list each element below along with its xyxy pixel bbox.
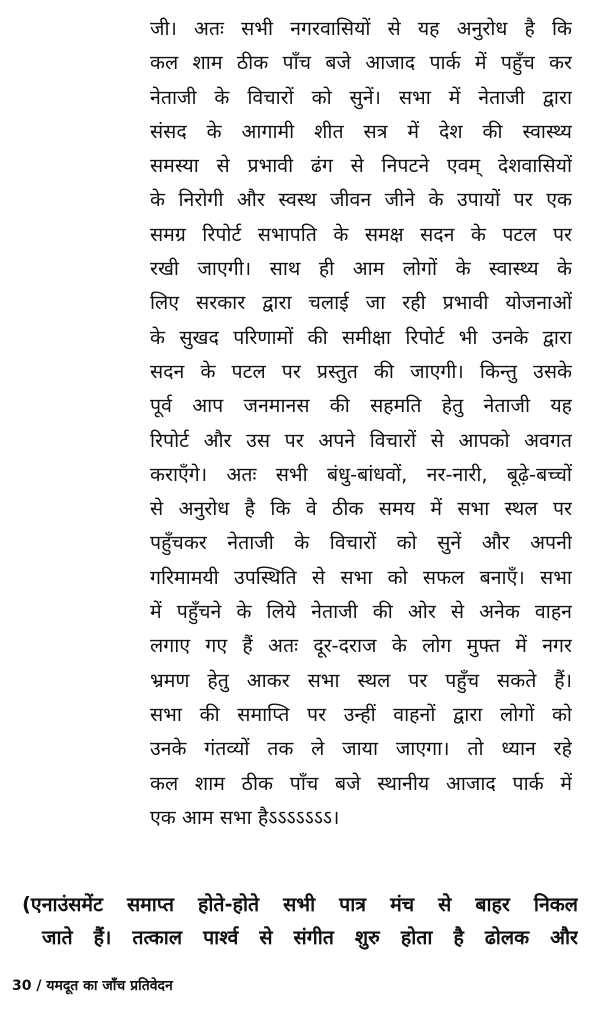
paragraph-line: रखी जाएगी। साथ ही आम लोगों के स्वास्थ्य के [150, 257, 572, 281]
page-number: 30 [12, 978, 32, 994]
announcement-paragraph [150, 12, 572, 835]
paragraph-line: भ्रमण हेतु आकर सभा स्थल पर पहुँच सकते हैं। [150, 668, 572, 692]
paragraph-line: में पहुँचने के लिये नेताजी की ओर से अनेक वाहन [150, 600, 572, 624]
paragraph-line: समग्र रिपोर्ट सभापति के समक्ष सदन के पटल पर [150, 222, 572, 246]
paragraph-line: एक आम सभा हैऽऽऽऽऽऽऽ। [150, 805, 340, 829]
paragraph-line: लगाए गए हैं अतः दूर-दराज के लोग मुफ्त में नगर [150, 634, 572, 658]
stage-direction-line: जाते हैं। तत्काल पार्श्व से संगीत शुरु होता है ढोलक और [42, 926, 578, 949]
paragraph-line: से अनुरोध है कि वे ठीक समय में सभा स्थल पर [150, 497, 572, 521]
paragraph-line: नेताजी के विचारों को सुनें। सभा में नेताजी द्वारा [150, 85, 572, 109]
paragraph-line: के सुखद परिणामों की समीक्षा रिपोर्ट भी उनके द्वारा [150, 325, 572, 349]
paragraph-line: कराएँगे। अतः सभी बंधु-बांधवों, नर-नारी, बूढ़े-बच्चों [150, 462, 572, 486]
paragraph-line: सभा की समाप्ति पर उन्हीं वाहनों द्वारा लोगों को [150, 702, 572, 726]
paragraph-line: के निरोगी और स्वस्थ जीवन जीने के उपायों पर एक [150, 188, 572, 212]
page-footer [12, 976, 173, 995]
stage-direction-line: (एनाउंसमेंट समाप्त होते-होते सभी पात्र मंच से बाहर निकल [22, 893, 578, 916]
paragraph-line: जी। अतः सभी नगरवासियों से यह अनुरोध है कि [150, 17, 572, 40]
paragraph-line: पूर्व आप जनमानस की सहमति हेतु नेताजी यह [150, 394, 572, 418]
paragraph-line: गरिमामयी उपस्थिति से सभा को सफल बनाएँ। सभा [150, 565, 572, 589]
paragraph-line: लिए सरकार द्वारा चलाई जा रही प्रभावी योजनाओं [150, 291, 572, 315]
stage-direction [22, 888, 578, 954]
paragraph-line: संसद के आगामी शीत सत्र में देश की स्वास्थ्य [150, 119, 572, 143]
footer-separator: / [36, 978, 42, 994]
paragraph-line: पहुँचकर नेताजी के विचारों को सुनें और अपनी [150, 531, 572, 555]
paragraph-line: रिपोर्ट और उस पर अपने विचारों से आपको अवगत [150, 428, 572, 452]
book-title: यमदूत का जाँच प्रतिवेदन [46, 978, 173, 994]
paragraph-line: कल शाम ठीक पाँच बजे स्थानीय आजाद पार्क में [150, 771, 572, 795]
paragraph-line: उनके गंतव्यों तक ले जाया जाएगा। तो ध्यान रहे [150, 737, 572, 761]
paragraph-line: समस्या से प्रभावी ढंग से निपटने एवम् देशवासियों [150, 154, 572, 178]
paragraph-line: सदन के पटल पर प्रस्तुत की जाएगी। किन्तु उसके [150, 359, 572, 383]
paragraph-line: कल शाम ठीक पाँच बजे आजाद पार्क में पहुँच कर [150, 51, 572, 75]
